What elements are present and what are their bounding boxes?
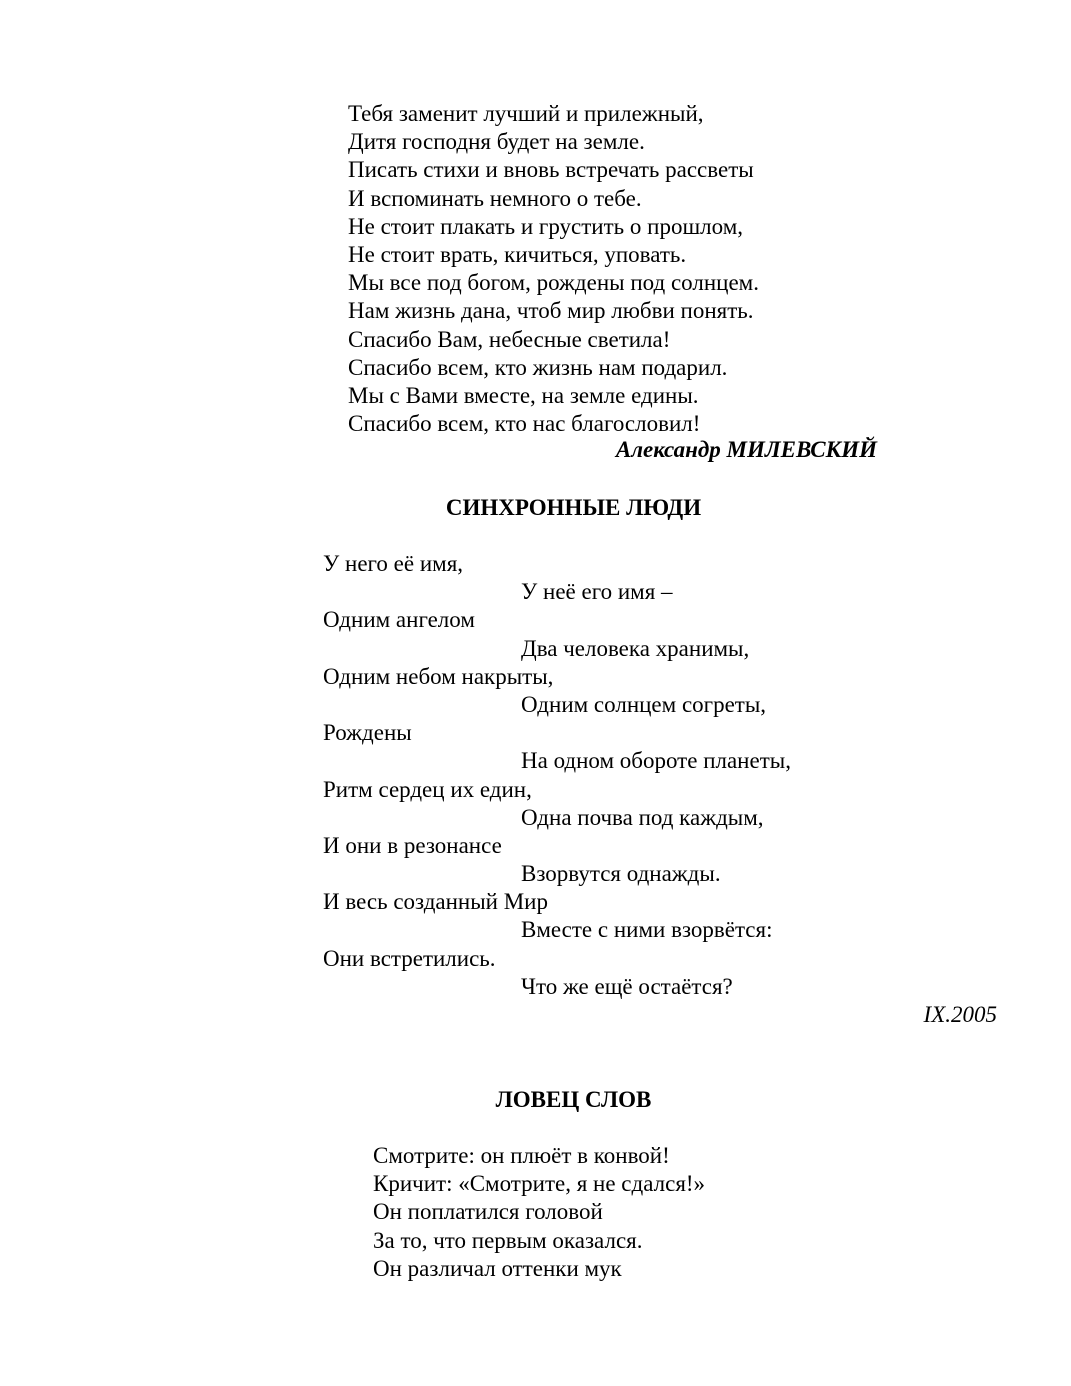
poem-2-line: Они встретились. [323, 945, 496, 971]
poem-1-stanza [348, 100, 759, 438]
poem-3-line: Кричит: «Смотрите, я не сдался!» [373, 1171, 706, 1197]
poem-2-title: СИНХРОННЫЕ ЛЮДИ [445, 495, 702, 520]
poem-3-line: Смотрите: он плюёт в конвой! [373, 1143, 670, 1168]
poem-2-line: Ритм сердец их един, [323, 776, 532, 802]
poem-1-line: Спасибо Вам, небесные светила! [348, 326, 671, 352]
poem-1-line: Мы с Вами вместе, на земле едины. [348, 382, 699, 408]
poem-1-line: И вспоминать немного о тебе. [348, 185, 642, 211]
poem-1-line: Писать стихи и вновь встречать рассветы [348, 157, 754, 183]
poem-2-stanza [323, 550, 791, 1001]
poem-2-line: У него её имя, [323, 551, 464, 576]
poem-3-stanza [373, 1142, 705, 1283]
poem-2-line: Одним небом накрыты, [323, 663, 554, 689]
poem-2-line-indented: Одна почва под каждым, [521, 804, 764, 830]
poem-1-line: Нам жизнь дана, чтоб мир любви понять. [348, 298, 754, 324]
poem-3-title: ЛОВЕЦ СЛОВ [495, 1087, 652, 1112]
poem-2-line-indented: Что же ещё остаётся? [521, 973, 733, 999]
poem-1-line: Спасибо всем, кто жизнь нам подарил. [348, 354, 728, 380]
poem-2-line-indented: Одним солнцем согреты, [521, 691, 767, 717]
poem-1-line: Не стоит врать, кичиться, уповать. [348, 241, 687, 267]
poem-3-line: Он различал оттенки мук [373, 1255, 622, 1281]
poem-2-date: IX.2005 [923, 1002, 997, 1027]
poem-3-line: За то, что первым оказался. [373, 1227, 643, 1253]
poem-2-line: И весь созданный Мир [323, 889, 548, 915]
poem-2-line-indented: Вместе с ними взорвётся: [521, 917, 773, 943]
poem-1-line: Не стоит плакать и грустить о прошлом, [348, 213, 744, 239]
poem-1-line: Тебя заменит лучший и прилежный, [348, 101, 704, 126]
poem-2-line-indented: Два человека хранимы, [521, 635, 750, 661]
poem-2-line-indented: У неё его имя – [521, 579, 673, 605]
poem-2-line: Одним ангелом [323, 607, 475, 633]
poem-1-line: Мы все под богом, рождены под солнцем. [348, 270, 759, 296]
poem-1-line: Дитя господня будет на земле. [348, 129, 645, 155]
poem-2-line: Рождены [323, 720, 412, 746]
poem-1-author: Александр МИЛЕВСКИЙ [615, 437, 877, 462]
poem-1-line: Спасибо всем, кто нас благословил! [348, 411, 701, 437]
poem-2-line: И они в резонансе [323, 832, 502, 858]
poem-2-line-indented: Взорвутся однажды. [521, 861, 721, 887]
poem-3-line: Он поплатился головой [373, 1199, 603, 1225]
poem-2-line-indented: На одном обороте планеты, [521, 748, 791, 774]
